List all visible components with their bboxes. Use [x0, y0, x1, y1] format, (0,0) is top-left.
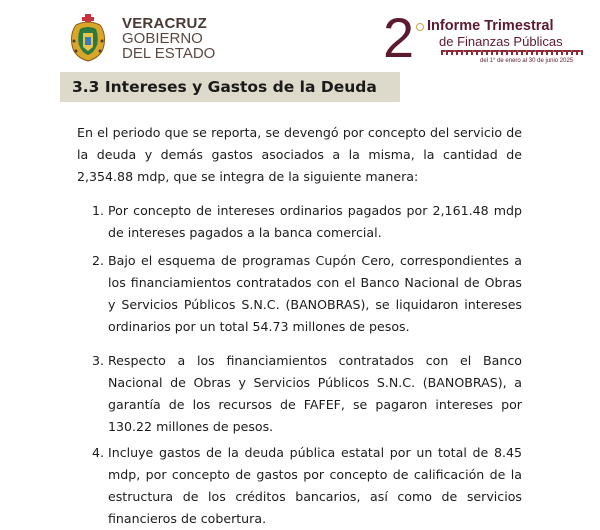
list-item-text: Por concepto de intereses ordinarios pagados por 2,161.48 mdp de intereses pagados a la banca comercial.	[108, 203, 522, 240]
debt-items-list	[77, 200, 522, 530]
list-item-number: 3.	[92, 353, 105, 368]
logo-line-gobierno: GOBIERNO	[122, 29, 203, 47]
list-item-number: 2.	[92, 253, 105, 268]
list-item-number: 1.	[92, 203, 105, 218]
gold-dot-icon	[416, 23, 424, 31]
list-item	[80, 200, 522, 244]
list-item	[80, 350, 522, 438]
document-body	[77, 122, 522, 530]
veracruz-crest-icon	[68, 13, 108, 63]
list-item-text: Incluye gastos de la deuda pública estatal por un total de 8.45 mdp, por concepto de gastos por concepto de calificación de la estructura de los créditos bancarios, así como de servicios financieros de cobertura.	[108, 445, 522, 526]
section-header-bar	[60, 72, 400, 102]
list-item-text: Respecto a los financiamientos contratados con el Banco Nacional de Obras y Servicios Públicos S.N.C. (BANOBRAS), a garantía de los recursos de FAFEF, se pagaron intereses por 130.22 millones de pesos.	[108, 353, 522, 434]
logo-line-del-estado: DEL ESTADO	[122, 44, 216, 62]
section-title: 3.3 Intereses y Gastos de la Deuda	[72, 78, 377, 96]
informe-trimestral-logo	[383, 6, 598, 70]
report-number: 2	[383, 6, 415, 69]
logo-line-veracruz: VERACRUZ	[122, 14, 207, 32]
veracruz-logo	[68, 13, 215, 63]
list-item-number: 4.	[92, 445, 105, 460]
list-item	[80, 250, 522, 338]
page-header	[0, 0, 600, 70]
intro-paragraph: En el periodo que se reporta, se devengó por concepto del servicio de la deuda y demás gastos asociados a la misma, la cantidad de 2,354.88 mdp, que se integra de la siguiente manera:	[77, 125, 522, 184]
report-subtitle: de Finanzas Públicas	[439, 34, 563, 49]
list-item-text: Bajo el esquema de programas Cupón Cero, correspondientes a los financiamientos contratados con el Banco Nacional de Obras y Servicios Públicos S.N.C. (BANOBRAS), se liquidaron intereses ordinarios por un total 54.73 millones de pesos.	[108, 253, 522, 334]
report-title: Informe Trimestral	[427, 18, 554, 34]
report-period: del 1° de enero al 30 de junio 2025	[480, 58, 574, 64]
decorative-pattern-teeth	[441, 52, 583, 55]
list-item	[80, 442, 522, 530]
